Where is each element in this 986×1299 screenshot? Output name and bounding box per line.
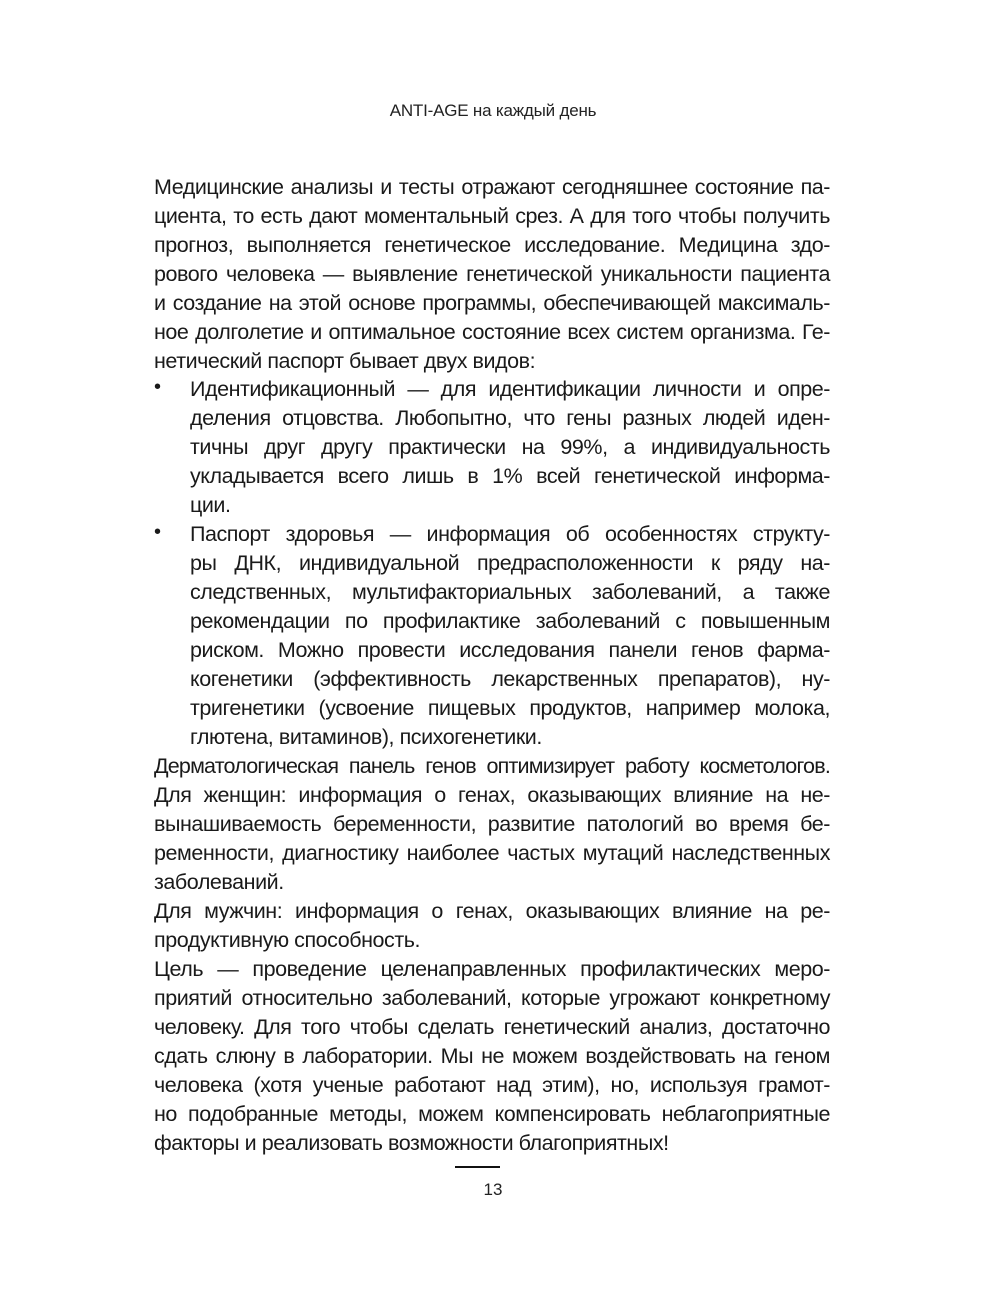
text-line: Для женщин: информация о генах, оказывающих влияние на не-	[154, 783, 830, 807]
text-line: циента, то есть дают моментальный срез. А для того чтобы получить	[154, 204, 830, 228]
text-line: рекомендации по профилактике заболеваний с повышенным	[190, 609, 830, 633]
text-line: ции.	[190, 493, 231, 517]
bullet-marker: •	[154, 521, 162, 543]
text-line: риском. Можно провести исследования панели генов фарма-	[190, 638, 830, 662]
text-line: ное долголетие и оптимальное состояние всех систем организма. Ге-	[154, 320, 830, 344]
text-line: нетический паспорт бывает двух видов:	[154, 349, 536, 373]
text-line: Паспорт здоровья — информация об особенностях структу-	[190, 522, 830, 546]
text-line: но подобранные методы, можем компенсировать неблагоприятные	[154, 1102, 830, 1126]
text-line: факторы и реализовать возможности благоприятных!	[154, 1131, 669, 1155]
text-line: Для мужчин: информация о генах, оказывающих влияние на ре-	[154, 899, 830, 923]
text-line: человека (хотя ученые работают над этим), но, используя грамот-	[154, 1073, 830, 1097]
text-line: Идентификационный — для идентификации личности и опре-	[190, 377, 830, 401]
running-head: ANTI-AGE на каждый день	[389, 101, 597, 120]
text-line: и создание на этой основе программы, обеспечивающей максималь-	[154, 291, 830, 315]
text-line: сдать слюну в лаборатории. Мы не можем воздействовать на геном	[154, 1044, 830, 1068]
text-line: продуктивную способность.	[154, 928, 420, 952]
text-line: когенетики (эффективность лекарственных препаратов), ну-	[190, 667, 830, 691]
page-number: 13	[483, 1180, 503, 1199]
text-line: вынашиваемость беременности, развитие патологий во время бе-	[154, 812, 830, 836]
text-line: глютена, витаминов), психогенетики.	[190, 725, 542, 749]
text-line: рового человека — выявление генетической уникальности пациента	[154, 262, 830, 286]
text-line: прогноз, выполняется генетическое исследование. Медицина здо-	[154, 233, 830, 257]
text-line: деления отцовства. Любопытно, что гены разных людей иден-	[190, 406, 830, 430]
text-line: Цель — проведение целенаправленных профилактических меро-	[154, 957, 830, 981]
text-line: заболеваний.	[154, 870, 284, 894]
text-line: тригенетики (усвоение пищевых продуктов, например молока,	[190, 696, 830, 720]
text-line: тичны друг другу практически на 99%, а индивидуальность	[190, 435, 830, 459]
text-line: укладывается всего лишь в 1% всей генетической информа-	[190, 464, 830, 488]
text-line: человеку. Для того чтобы сделать генетический анализ, достаточно	[154, 1015, 830, 1039]
derm-paragraph: Дерматологическая панель генов оптимизирует работу косметологов.	[154, 754, 830, 778]
text-line: приятий относительно заболеваний, которые угрожают конкретному	[154, 986, 830, 1010]
text-line: ременности, диагностику наиболее частых мутаций наследственных	[154, 841, 830, 865]
text-line: Медицинские анализы и тесты отражают сегодняшнее состояние па-	[154, 175, 830, 199]
text-line: ры ДНК, индивидуальной предрасположенности к ряду на-	[190, 551, 830, 575]
bullet-marker: •	[154, 376, 162, 398]
footer-rule	[455, 1166, 500, 1168]
text-line: следственных, мультифакториальных заболеваний, а также	[190, 580, 830, 604]
